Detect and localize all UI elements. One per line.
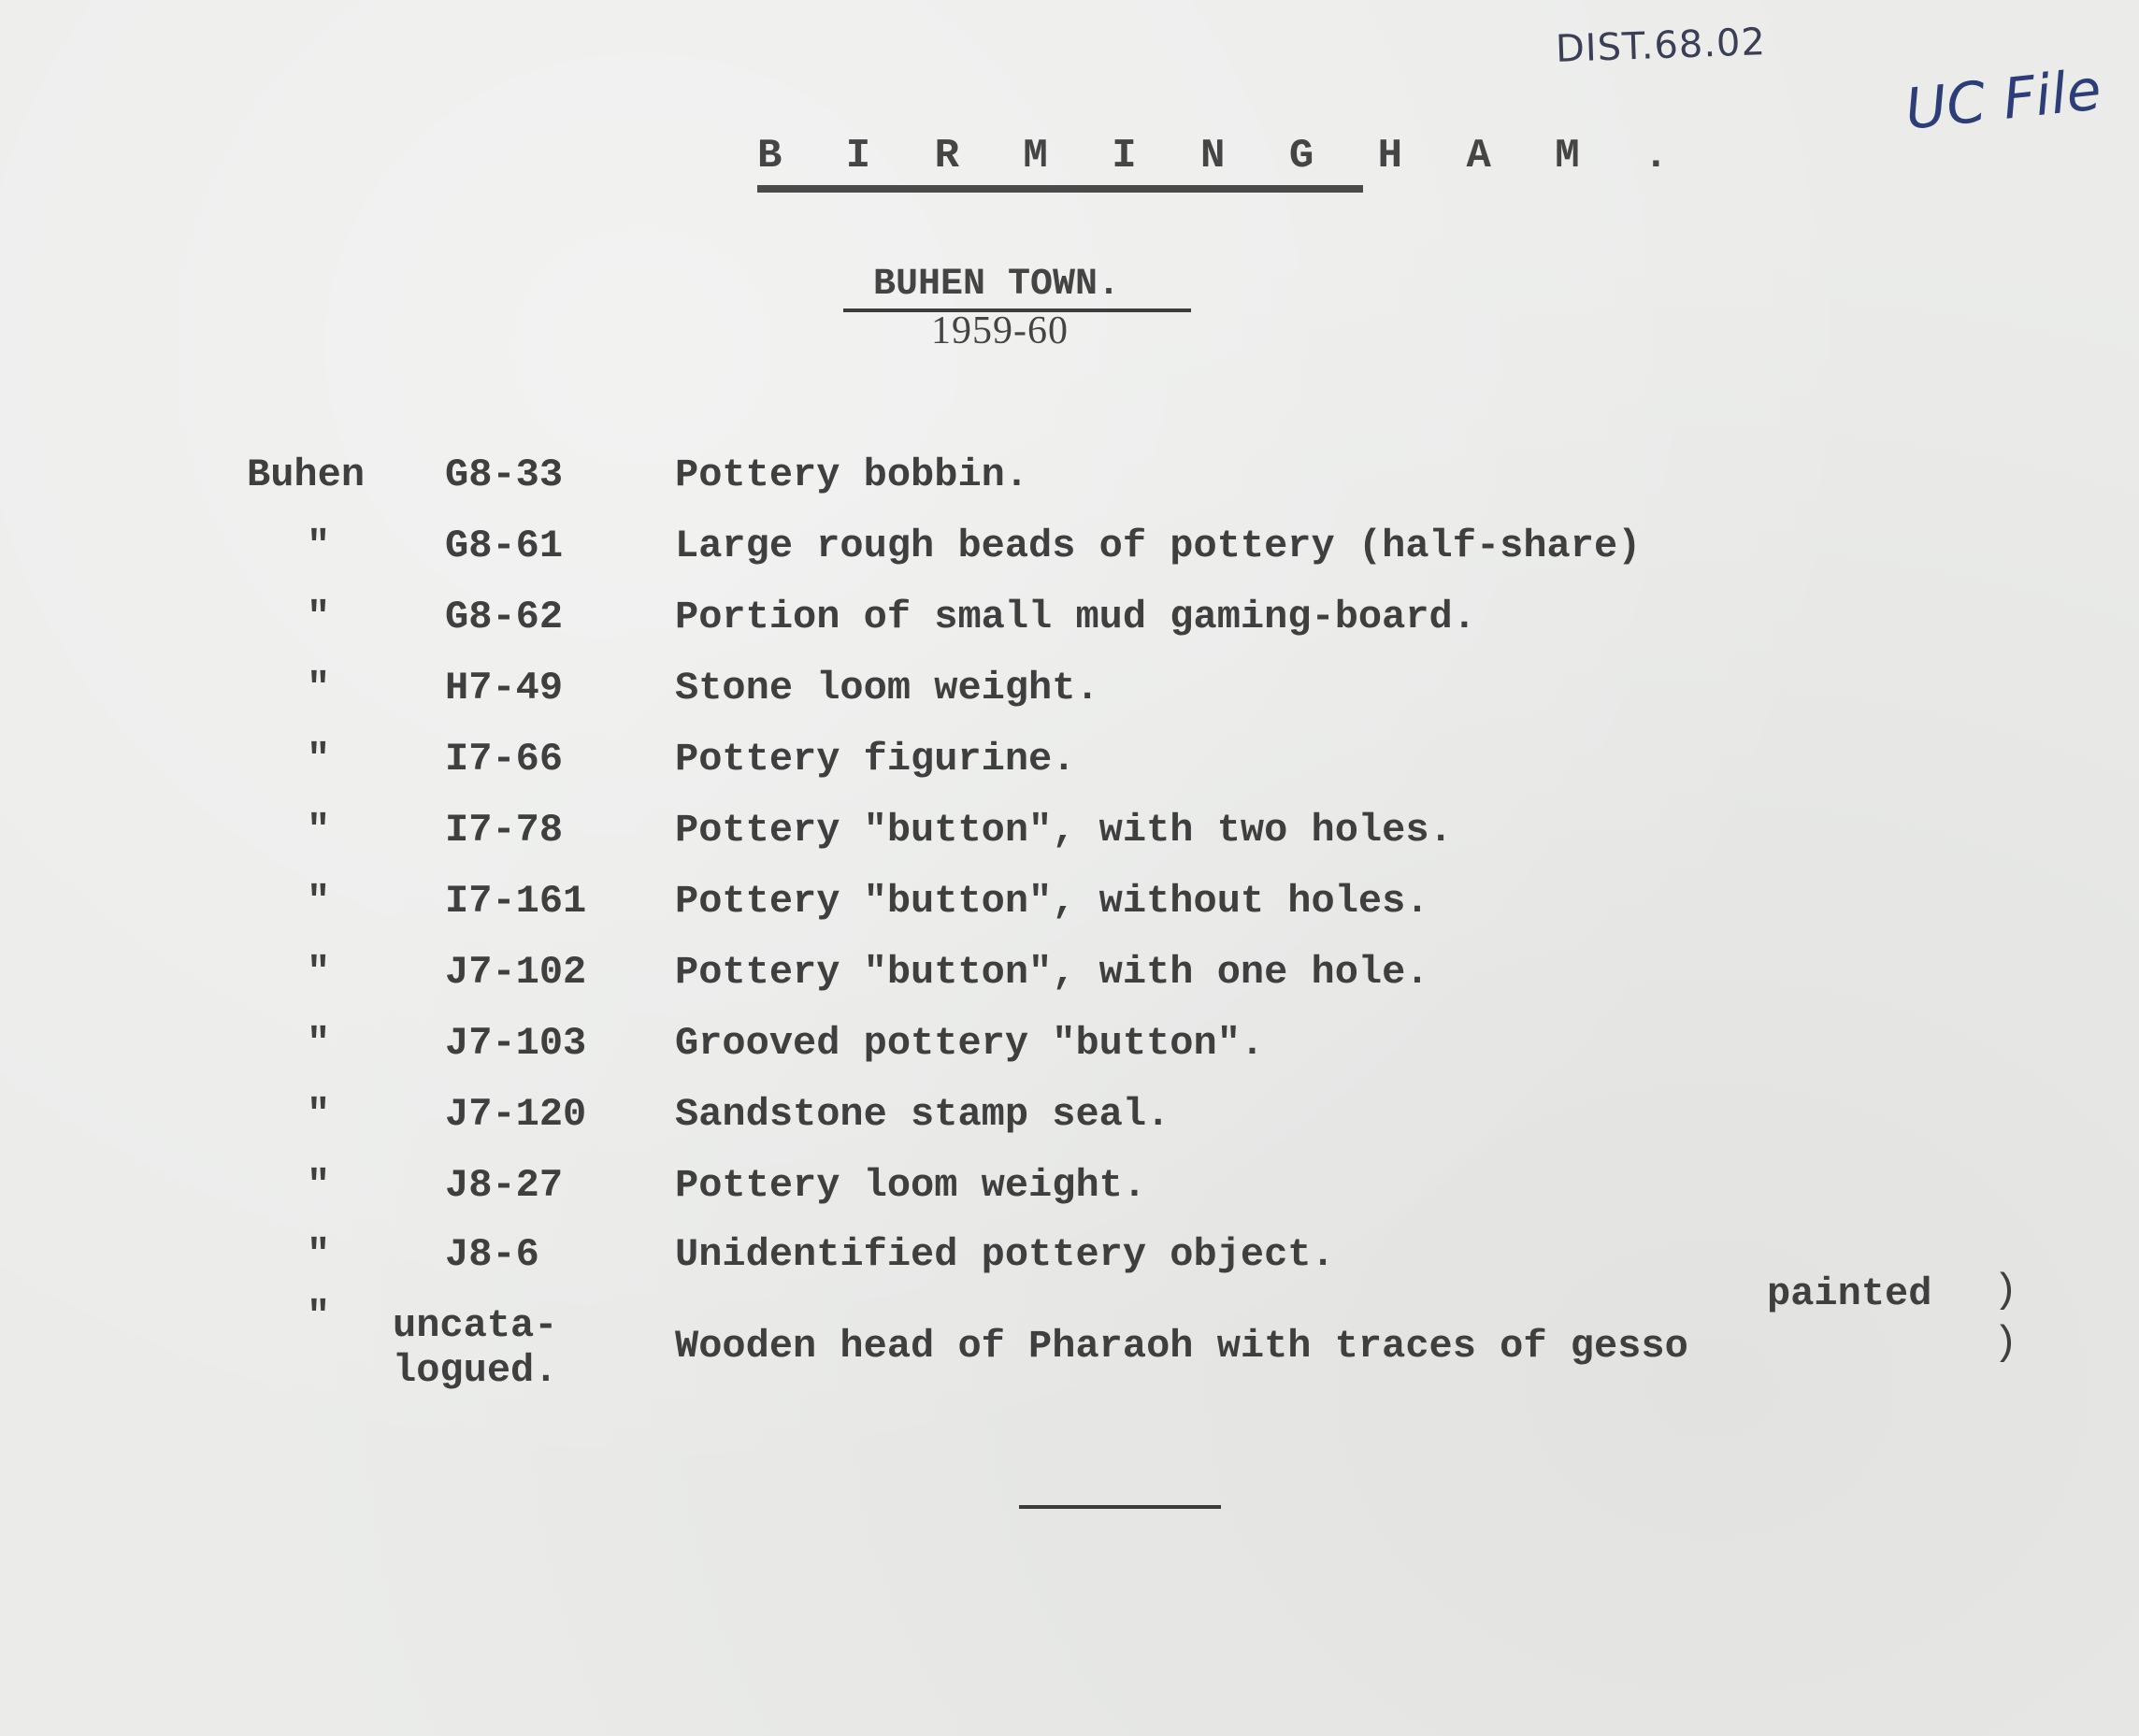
item-catalogue-number: J8-6: [445, 1232, 539, 1277]
list-item: [0, 1163, 2139, 1219]
item-catalogue-number: J8-27: [445, 1163, 564, 1208]
item-catalogue-number: H7-49: [445, 666, 564, 710]
item-site: ": [307, 879, 331, 924]
item-description: Stone loom weight.: [675, 666, 1099, 710]
item-catalogue-line-1: uncata-: [393, 1303, 558, 1348]
document-title: B I R M I N G H A M .: [757, 133, 1688, 179]
item-site: ": [307, 1294, 331, 1339]
item-catalogue-number: G8-61: [445, 524, 564, 568]
item-description: Pottery loom weight.: [675, 1163, 1147, 1208]
item-catalogue-number: J7-102: [445, 950, 587, 995]
item-catalogue-number: J7-120: [445, 1092, 587, 1137]
item-description: Pottery "button", without holes.: [675, 879, 1429, 924]
item-description: Portion of small mud gaming-board.: [675, 595, 1476, 639]
item-description: Unidentified pottery object.: [675, 1232, 1335, 1277]
list-item: [0, 808, 2139, 864]
item-site: ": [307, 595, 331, 639]
title-underline: [757, 185, 1363, 193]
item-description: Grooved pottery "button".: [675, 1021, 1265, 1066]
item-site: ": [307, 524, 331, 568]
item-site: ": [307, 737, 331, 782]
item-site: ": [307, 1232, 331, 1277]
document-year: 1959-60: [931, 309, 1069, 352]
bracket-mark: ): [1993, 1320, 2018, 1367]
list-item: [0, 950, 2139, 1006]
end-divider: [1019, 1505, 1221, 1509]
item-description: Wooden head of Pharaoh with traces of gesso: [675, 1324, 1688, 1369]
item-site: ": [307, 666, 331, 710]
item-description: Large rough beads of pottery (half-share): [675, 524, 1642, 568]
item-site: ": [307, 808, 331, 853]
item-description: Sandstone stamp seal.: [675, 1092, 1170, 1137]
list-item: [0, 1092, 2139, 1148]
item-catalogue-number: G8-33: [445, 452, 564, 497]
item-catalogue-number: I7-66: [445, 737, 564, 782]
item-site: Buhen: [247, 452, 366, 497]
item-description: Pottery "button", with two holes.: [675, 808, 1453, 853]
item-site: ": [307, 1163, 331, 1208]
list-item: [0, 524, 2139, 580]
item-description: Pottery "button", with one hole.: [675, 950, 1429, 995]
item-description: Pottery figurine.: [675, 737, 1076, 782]
item-catalogue-number: J7-103: [445, 1021, 587, 1066]
item-description-note: painted: [1767, 1271, 1932, 1316]
handwritten-file-note: UC File: [1902, 57, 2104, 143]
item-description: Pottery bobbin.: [675, 452, 1029, 497]
item-catalogue-number: I7-78: [445, 808, 564, 853]
handwritten-reference-number: DIST.68.02: [1555, 21, 1767, 71]
list-item: [0, 452, 2139, 509]
item-site: ": [307, 1092, 331, 1137]
item-catalogue-number: G8-62: [445, 595, 564, 639]
list-item: [0, 666, 2139, 722]
item-catalogue-number: I7-161: [445, 879, 587, 924]
item-catalogue-line-2: logued.: [393, 1348, 558, 1393]
bracket-mark: ): [1993, 1268, 2018, 1314]
list-item: [0, 1021, 2139, 1077]
item-site: ": [307, 950, 331, 995]
list-item: [0, 737, 2139, 793]
item-site: ": [307, 1021, 331, 1066]
list-item: [0, 879, 2139, 935]
list-item: [0, 595, 2139, 651]
document-subtitle: BUHEN TOWN.: [873, 264, 1121, 306]
